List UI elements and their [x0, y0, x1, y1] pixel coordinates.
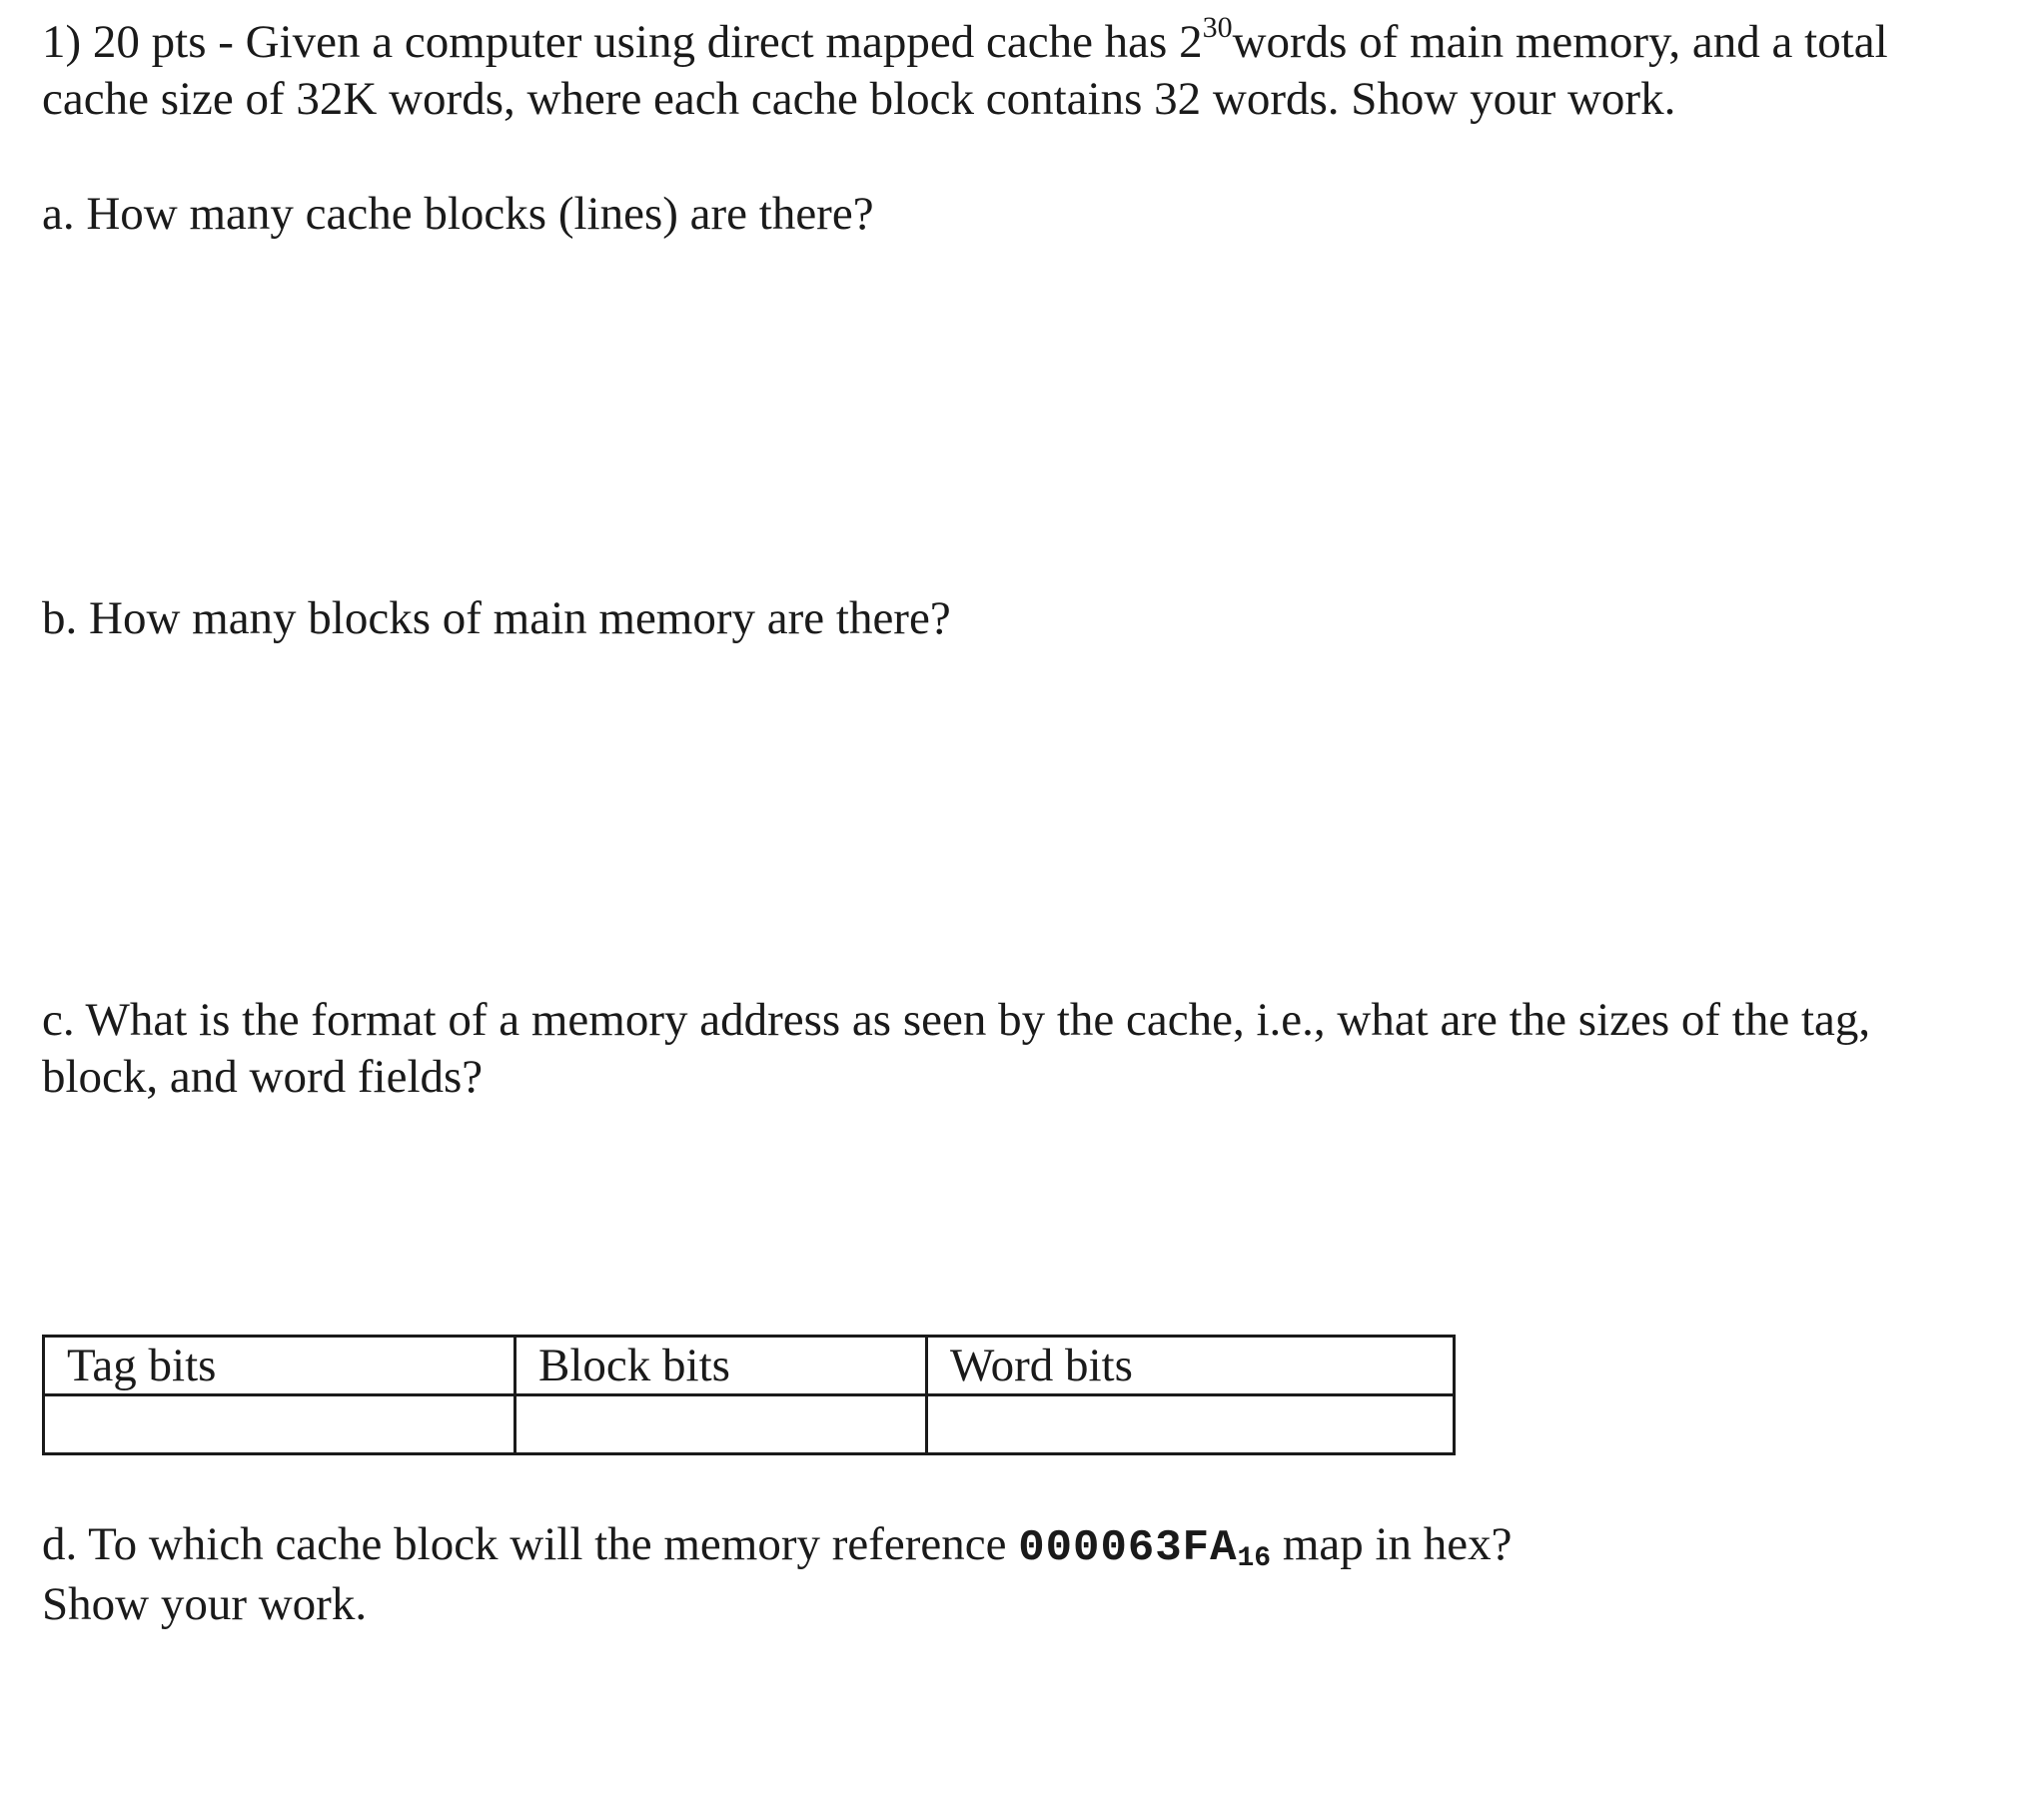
- word-bits-answer-cell[interactable]: [927, 1395, 1455, 1454]
- address-format-table: [42, 1335, 1456, 1455]
- exponent: 30: [1202, 11, 1233, 44]
- question-intro-text-rest: words of main memory, and a total: [1232, 16, 1888, 68]
- part-d-prefix: d. To which cache block will the memory reference: [42, 1518, 1019, 1570]
- question-intro-line1: [42, 11, 1888, 76]
- part-d-question-line1: [42, 1516, 1513, 1581]
- question-intro-line2: cache size of 32K words, where each cache block contains 32 words. Show your work.: [42, 73, 1676, 125]
- memory-address: 000063FA: [1018, 1523, 1238, 1573]
- part-d-suffix: map in hex?: [1271, 1518, 1513, 1570]
- block-bits-answer-cell[interactable]: [515, 1395, 927, 1454]
- question-intro-text: 1) 20 pts - Given a computer using direct mapped cache has 2: [42, 16, 1203, 68]
- table-answer-row: [44, 1395, 1455, 1454]
- word-bits-header: Word bits: [927, 1337, 1455, 1395]
- part-b-question: b. How many blocks of main memory are there?: [42, 592, 951, 644]
- table-header-row: [44, 1337, 1455, 1395]
- tag-bits-header: Tag bits: [44, 1337, 515, 1395]
- part-a-question: a. How many cache blocks (lines) are there?: [42, 188, 874, 240]
- block-bits-header: Block bits: [515, 1337, 927, 1395]
- part-c-question-line2: block, and word fields?: [42, 1051, 484, 1103]
- part-c-question-line1: c. What is the format of a memory address as seen by the cache, i.e., what are the sizes of the tag,: [42, 994, 1871, 1046]
- part-d-question-line2: Show your work.: [42, 1578, 368, 1630]
- tag-bits-answer-cell[interactable]: [44, 1395, 515, 1454]
- hex-base-subscript: 16: [1237, 1543, 1272, 1574]
